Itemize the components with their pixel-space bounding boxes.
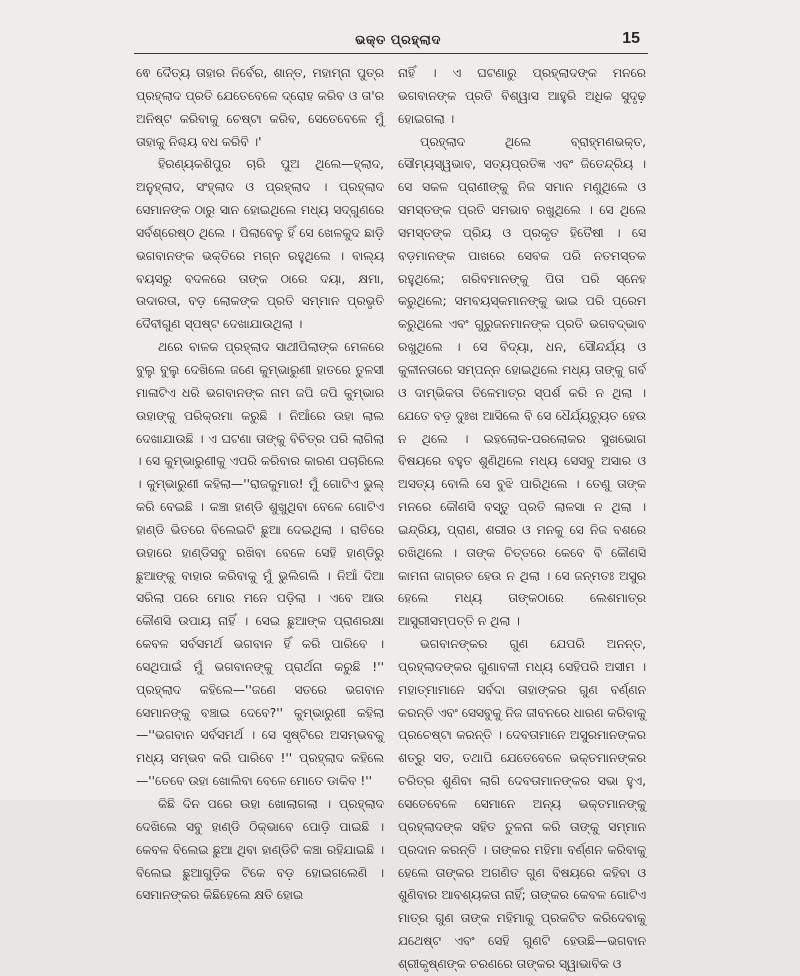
paragraph: ଭଗବାନଙ୍କର ଗୁଣ ଯେପରି ଅନନ୍ତ, ପ୍ରହ୍ଲାଦଙ୍କର ଗୁଣାବଳୀ ମଧ୍ୟ ସେହିପରି ଅସୀମ । ମହାତ୍ମାମାନେ ସର୍ବଦା ତାହାଙ୍କର ଗୁଣ ବର୍ଣ୍ଣନ କରନ୍ତି ଏବଂ ସେସବୁକୁ ନିଜ ଜୀବନରେ ଧାରଣ କରିବାକୁ ପ୍ରଚେଷ୍ଟା କରନ୍ତି । ଦେବତାମାନେ ଅସୁରମାନଙ୍କର ଶତ୍ରୁ ସତ, ତଥାପି ଯେତେବେଳେ ଭକ୍ତମାନଙ୍କର ଚରିତ୍ର ଶୁଣିବା ଲାଗି ଦେବତାମାନଙ୍କର ସଭା ହୁଏ, ସେତେବେଳେ ସେମାନେ ଅନ୍ୟ ଭକ୍ତମାନଙ୍କୁ ପ୍ରହ୍ଲାଦଙ୍କ ସହିତ ତୁଳନା କରି ତାଙ୍କୁ ସମ୍ମାନ ପ୍ରଦାନ କରନ୍ତି । ତାଙ୍କର ମହିମା ବର୍ଣ୍ଣନ କରିବାକୁ ହେଲେ ତାଙ୍କର ଅଗଣିତ ଗୁଣ ବିଷୟରେ କହିବା ଓ ଶୁଣିବାର ଆବଶ୍ୟକତା ନାହିଁ; ତାଙ୍କର କେବଳ ଗୋଟିଏ ମାତ୍ର ଗୁଣ ତାଙ୍କ ମହିମାକୁ ପ୍ରକଟିତ କରିଦେବାକୁ ଯଥେଷ୍ଟ ଏବଂ ସେହି ଗୁଣଟି ହେଉଛି—ଭଗବାନ ଶ୍ରୀକୃଷ୍ଣଙ୍କ ଚରଣରେ ତାଙ୍କର ସ୍ୱାଭାବିକ ଓ [398,637,646,971]
paragraph: କିଛି ଦିନ ପରେ ଉହା ଖୋଲାଗଲା । ପ୍ରହ୍ଲାଦ ଦେଖିଲେ ସବୁ ହାଣ୍ଡି ଠିକ୍‌ଭାବେ ପୋଡ଼ି ପାଇଛି । କେବଳ ବିଲେଇ ଛୁଆ ଥିବା ହାଣ୍ଡିଟି କଞ୍ଚା ରହିଯାଇଛି । ବିଲେଇ ଛୁଆଗୁଡ଼ିକ ଟିକେ ବଡ଼ ହୋଇଗଲେଣି । ସେମାନଙ୍କର କିଛିହେଲେ କ୍ଷତି ହୋଇ [136,797,384,903]
paragraph: ହିରଣ୍ୟକଶିପୁର ଚାରି ପୁଅ ଥିଲେ—ହ୍ଲାଦ, ଅନୁହ୍ଲାଦ, ସଂହ୍ଲାଦ ଓ ପ୍ରହ୍ଲାଦ । ପ୍ରହ୍ଲାଦ ସେମାନଙ୍କ ଠାରୁ ସାନ ହୋଇଥିଲେ ମଧ୍ୟ ସଦ୍‌ଗୁଣରେ ସର୍ବଶ୍ରେଷ୍ଠ ଥିଲେ । ପିଲାବେଳୁ ହିଁ ସେ ଖେଳକୁଦ ଛାଡ଼ି ଭଗବାନଙ୍କ ଭକ୍ତିରେ ମଗ୍ନ ରହୁଥିଲେ । ବାଲ୍ୟ ବୟସରୁ ବଦଳରେ ତାଙ୍କ ଠାରେ ଦୟା, କ୍ଷମା, ଉଦାରତା, ବଡ଼ ଲୋକଙ୍କ ପ୍ରତି ସମ୍ମାନ ପ୍ରଭୃତି ଦୈବୀଗୁଣ ସ୍ପଷ୍ଟ ଦେଖାଯାଉଥିଲା । [136,157,384,332]
right-column [398,62,646,976]
paragraph: ନାହିଁ । ଏ ଘଟଣାରୁ ପ୍ରହ୍ଲାଦଙ୍କ ମନରେ ଭଗବାନଙ୍କ ପ୍ରତି ବିଶ୍ୱାସ ଆହୁରି ଅଧିକ ସୁଦୃଢ଼ ହୋଇଗଲା । [398,66,646,126]
header-rule [134,53,648,54]
paragraph: ଥରେ ବାଳକ ପ୍ରହ୍ଲାଦ ସାଥୀପିଲାଙ୍କ ମେଳରେ ବୁଲୁ ବୁଲୁ ଦେଖିଲେ ଜଣେ କୁମ୍ଭାରୁଣୀ ହାତରେ ତୁଳସୀ ମାଳାଟିଏ ଧରି ଭଗବାନଙ୍କ ନାମ ଜପି ଜପି କୁମ୍ଭାର ଉହାଙ୍କୁ ପରିକ୍ରମା କରୁଛି । ନିଆଁରେ ଉହା ଲାଲ ଦେଖାଯାଉଛି । ଏ ଘଟଣା ତାଙ୍କୁ ବିଚିତ୍ର ପରି ଲାଗିଲା । ସେ କୁମ୍ଭାରୁଣୀକୁ ଏପରି କରିବାର କାରଣ ପଚାରିଲେ । କୁମ୍ଭାରୁଣୀ କହିଲା—''ରାଜକୁମାର! ମୁଁ ଗୋଟିଏ ଭୁଲ୍ କରି ବେଇଛି । କଞ୍ଚା ହାଣ୍ଡି ଶୁଖୁଥିବା ବେଳେ ଗୋଟିଏ ହାଣ୍ଡି ଭିତରେ ବିଲେଇଟି ଛୁଆ ଦେଇଥିଲା । ରାତିରେ ଉହାରେ ହାଣ୍ଡିସବୁ ରଖିବା ବେଳେ ସେହି ହାଣ୍ଡିରୁ ଛୁଆଙ୍କୁ ବାହାର କରିବାକୁ ମୁଁ ଭୁଲିଗଲି । ନିଆଁ ଦିଆ ସରିଲା ପରେ ମୋର ମନେ ପଡ଼ିଲା । ଏବେ ଆଉ କୌଣସି ଉପାୟ ନାହିଁ । ସେଇ ଛୁଆଙ୍କ ପ୍ରାଣରକ୍ଷା କେବଳ ସର୍ବସମର୍ଥ ଭଗବାନ ହିଁ କରି ପାରିବେ । ସେଥିପାଇଁ ମୁଁ ଭଗବାନଙ୍କୁ ପ୍ରାର୍ଥନା କରୁଛି !'' ପ୍ରହ୍ଲାଦ କହିଲେ—''ଜଣେ ସତରେ ଭଗବାନ ସେମାନଙ୍କୁ ବଞ୍ଚାଇ ଦେବେ?'' କୁମ୍ଭାରୁଣୀ କହିଲା—''ଭଗବାନ ସର୍ବସମର୍ଥ । ସେ ସୃଷ୍ଟିରେ ଅସମ୍ଭବକୁ ମଧ୍ୟ ସମ୍ଭବ କରି ପାରିବେ !'' ପ୍ରହ୍ଲାଦ କହିଲେ—''ତେବେ ଉହା ଖୋଲିବା ବେଳେ ମୋତେ ଡାକିବ !'' [136,340,384,789]
running-title: ଭକ୍ତ ପ୍ରହ୍ଲାଦ [355,33,441,48]
left-column [136,62,384,907]
paragraph: ଵେ ଦୈତ୍ୟ ତାହାର ନିର୍ବେର, ଶାନ୍ତ, ମହାମ୍ନା ପୁତ୍ର ପ୍ରହ୍ଲାଦ ପ୍ରତି ଯେତେବେଳେ ଦ୍ରୋହ କରିବ ଓ ତା'ର ଅନିଷ୍ଟ କରିବାକୁ ଚେଷ୍ଟା କରିବ, ସେତେବେଳେ ମୁଁ ତାହାକୁ ନିଶ୍ଚୟ ବଧ କରିବି ।' [136,66,384,149]
page-number: 15 [622,30,640,47]
paragraph: ପ୍ରହ୍ଲାଦ ଥିଲେ ବ୍ରାହ୍ମଣଭକ୍ତ, ସୌମ୍ୟସ୍ୱଭାବ, ସତ୍ୟପ୍ରତିଜ୍ଞ ଏବଂ ଜିତେନ୍ଦ୍ରିୟ । ସେ ସକଳ ପ୍ରାଣୀଙ୍କୁ ନିଜ ସମାନ ମଣୁଥିଲେ ଓ ସମସ୍ତଙ୍କ ପ୍ରତି ସମଭାବ ରଖୁଥିଲେ । ସେ ଥିଲେ ସମସ୍ତଙ୍କ ପ୍ରିୟ ଓ ପ୍ରକୃତ ହିତୈଷୀ । ସେ ବଡ଼ମାନଙ୍କ ପାଖରେ ସେବକ ପରି ନତମସ୍ତକ ରହୁଥିଲେ; ଗରିବମାନଙ୍କୁ ପିତା ପରି ସ୍ନେହ କରୁଥିଲେ; ସମବୟସ୍କମାନଙ୍କୁ ଭାଇ ପରି ପ୍ରେମ କରୁଥିଲେ ଏବଂ ଗୁରୁଜନମାନଙ୍କ ପ୍ରତି ଭଗବଦ୍‌ଭାବ ରଖୁଥିଲେ । ସେ ବିଦ୍ୟା, ଧନ, ସୌନ୍ଦର୍ଯ୍ୟ ଓ କୁଳୀନତାରେ ସମ୍ପନ୍ନ ହୋଇଥିଲେ ମଧ୍ୟ ତାଙ୍କୁ ଗର୍ବ ଓ ଦାମ୍ଭିକତା ତିଳେମାତ୍ର ସ୍ପର୍ଶ କରି ନ ଥିଲା । ଯେତେ ବଡ଼ ଦୁଃଖ ଆସିଲେ ବି ସେ ଧୈର୍ଯ୍ୟଚ୍ୟୁତ ହେଉ ନ ଥିଲେ । ଇହଲୋକ-ପରଲୋକର ସୁଖଭୋଗ ବିଷୟରେ ବହୁତ ଶୁଣିଥିଲେ ମଧ୍ୟ ସେସବୁ ଅସାର ଓ ଅସତ୍ୟ ବୋଲି ସେ ବୁଝି ପାରିଥିଲେ । ତେଣୁ ତାଙ୍କ ମନରେ କୌଣସି ବସ୍ତୁ ପ୍ରତି ଲାଳସା ନ ଥିଲା । ଇନ୍ଦ୍ରିୟ, ପ୍ରାଣ, ଶରୀର ଓ ମନକୁ ସେ ନିଜ ବଶରେ ରଖିଥିଲେ । ତାଙ୍କ ଚିତ୍ତରେ କେବେ ବି କୌଣସି କାମନା ଜାଗ୍ରତ ହେଉ ନ ଥିଲା । ସେ ଜନ୍ମତଃ ଅସୁର ହେଲେ ମଧ୍ୟ ତାଙ୍କଠାରେ ଲେଶମାତ୍ର ଆସୁରୀସମ୍ପତ୍ତି ନ ଥିଲା । [398,134,646,629]
